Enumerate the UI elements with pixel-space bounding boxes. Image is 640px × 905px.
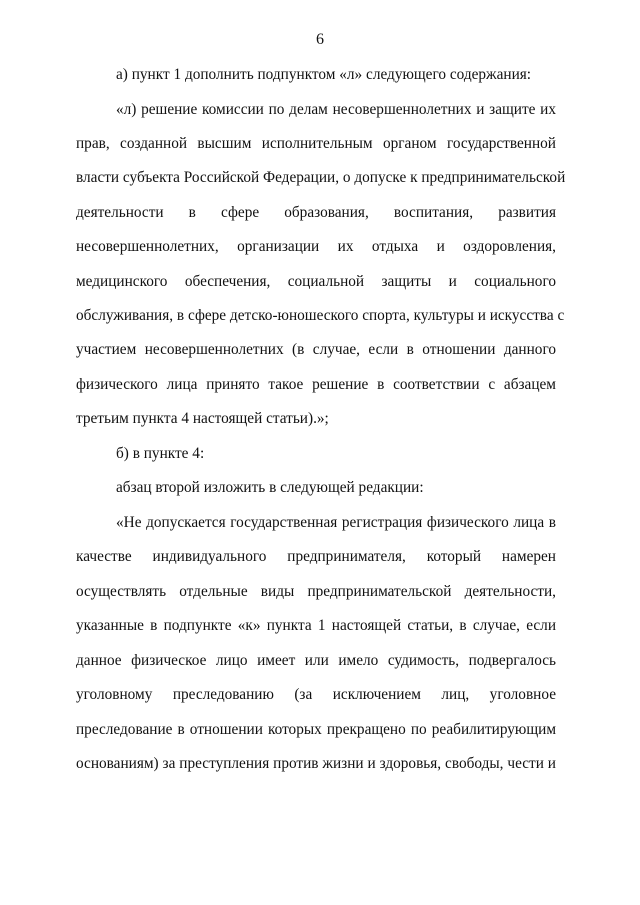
text-line: прав, созданной высшим исполнительным органом государственной [76, 135, 556, 152]
text-line: медицинского обеспечения, социальной защиты и социального [76, 273, 556, 290]
text-line: уголовному преследованию (за исключением лиц, уголовное [76, 686, 556, 703]
text-line: физического лица принято такое решение в соответствии с абзацем [76, 376, 556, 393]
text-line: деятельности в сфере образования, воспитания, развития [76, 204, 556, 221]
text-line: абзац второй изложить в следующей редакции: [116, 479, 424, 496]
text-line: б) в пункте 4: [116, 445, 205, 462]
text-line: третьим пункта 4 настоящей статьи).»; [76, 410, 329, 427]
text-line: осуществлять отдельные виды предпринимательской деятельности, [76, 583, 556, 600]
text-line: качестве индивидуального предпринимателя, который намерен [76, 548, 556, 565]
text-line: основаниям) за преступления против жизни и здоровья, свободы, чести и [76, 755, 556, 772]
text-line: участием несовершеннолетних (в случае, если в отношении данного [76, 341, 556, 358]
text-line: а) пункт 1 дополнить подпунктом «л» следующего содержания: [116, 66, 532, 83]
text-line: несовершеннолетних, организации их отдыха и оздоровления, [76, 238, 556, 255]
text-line: «л) решение комиссии по делам несовершеннолетних и защите их [116, 101, 556, 118]
page-number: 6 [316, 31, 324, 48]
text-line: власти субъекта Российской Федерации, о допуске к предпринимательской [76, 169, 566, 186]
text-line: «Не допускается государственная регистрация физического лица в [116, 514, 556, 531]
text-line: преследование в отношении которых прекращено по реабилитирующим [76, 721, 556, 738]
text-line: обслуживания, в сфере детско-юношеского спорта, культуры и искусства с [76, 307, 565, 324]
text-line: указанные в подпункте «к» пункта 1 настоящей статьи, в случае, если [76, 617, 556, 634]
text-line: данное физическое лицо имеет или имело судимость, подвергалось [76, 652, 556, 669]
